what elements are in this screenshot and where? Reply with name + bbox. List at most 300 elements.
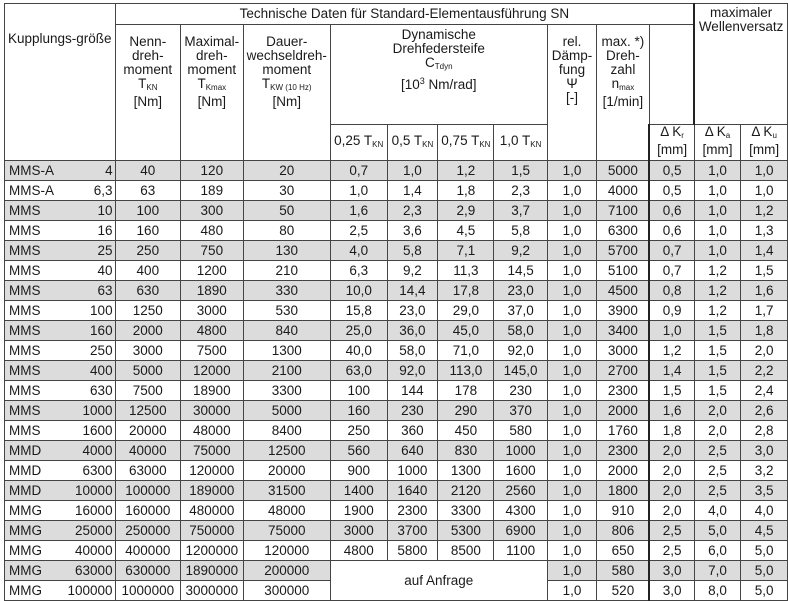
coupling-size-number: 40000 [75,542,113,558]
data-cell: 300000 [243,581,330,601]
data-cell: 1,0 [547,281,597,301]
data-cell: 63,0 [330,361,387,381]
data-cell: 4800 [330,541,387,561]
data-cell: 1,0 [547,581,597,601]
data-cell: 1,0 [547,181,597,201]
table-row [5,521,788,541]
data-cell: 17,8 [438,281,494,301]
data-cell: 1400 [330,481,387,501]
coupling-size-cell [5,541,116,561]
data-cell: 1,0 [649,321,694,341]
data-cell: 1,5 [741,261,788,281]
header-offset-angular: Δ $K_u$ [mm] [741,125,788,161]
data-cell: 1300 [438,461,494,481]
data-cell: 4,0 [741,501,788,521]
data-cell: 3700 [387,521,438,541]
header-max-shaft-offset: maximaler Wellenversatz [694,4,787,125]
data-cell: 3400 [597,321,650,341]
data-cell: 63 [115,181,180,201]
data-cell: 2300 [387,501,438,521]
coupling-type: MMG [9,582,42,598]
data-cell: 370 [494,401,547,421]
data-cell: 5800 [387,541,438,561]
coupling-size-cell [5,441,116,461]
data-cell: 2,5 [649,521,694,541]
data-cell: 1,0 [547,341,597,361]
data-cell: 120 [181,161,244,181]
data-cell: 400000 [115,541,180,561]
data-cell: 250000 [115,521,180,541]
data-cell: 5000 [597,161,650,181]
data-cell: 1100 [494,541,547,561]
data-cell: 12000 [181,361,244,381]
data-cell: 1,0 [694,241,741,261]
coupling-size-cell [5,281,116,301]
coupling-size-number: 6,3 [93,182,113,198]
header-damping: rel. Dämp- fung Ψ [-] [547,25,597,161]
data-cell: 7,0 [694,561,741,581]
coupling-type: MMS [9,362,41,378]
data-cell: 1,4 [387,181,438,201]
data-cell: 9,2 [494,241,547,261]
technical-data-table [4,3,788,601]
data-cell: 5300 [438,521,494,541]
data-cell: 14,5 [494,261,547,281]
coupling-size-number: 100000 [67,582,113,598]
data-cell: 1760 [597,421,650,441]
data-cell: 1,0 [547,541,597,561]
data-cell: 5,8 [387,241,438,261]
data-cell: 1,2 [741,201,788,221]
table-row [5,341,788,361]
data-cell: 830 [438,441,494,461]
data-cell: 210 [243,261,330,281]
data-cell: 8,0 [694,581,741,601]
data-cell: 80 [243,221,330,241]
table-row [5,541,788,561]
data-cell: 750 [181,241,244,261]
data-cell: 7,1 [438,241,494,261]
data-cell: 58,0 [387,341,438,361]
table-row [5,201,788,221]
data-cell: 1,0 [547,421,597,441]
table-row [5,241,788,261]
data-cell: 530 [243,301,330,321]
data-cell: 560 [330,441,387,461]
data-cell: 0,8 [649,281,694,301]
data-cell: 1,4 [741,241,788,261]
data-cell: 640 [387,441,438,461]
header-coupling-size: Kupplungs-größe [5,4,116,161]
data-cell: 48000 [243,501,330,521]
data-cell: 2,0 [694,421,741,441]
data-cell: 40000 [115,441,180,461]
data-cell: 2,8 [741,421,788,441]
coupling-size-cell [5,161,116,181]
data-cell: 3300 [243,381,330,401]
data-cell: 5,0 [741,581,788,601]
header-nominal-torque: Nenn- dreh- moment $T_{KN}$ [Nm] [115,25,180,161]
table-row [5,181,788,201]
data-cell: 20 [243,161,330,181]
data-cell: 12500 [243,441,330,461]
data-cell: 1,0 [547,321,597,341]
data-cell: 1,5 [694,321,741,341]
coupling-type: MMS-A [9,182,54,198]
header-max-torque: Maximal- dreh- moment $T_{Kmax}$ [Nm] [181,25,244,161]
table-row [5,261,788,281]
data-cell: 2300 [597,441,650,461]
coupling-size-cell [5,581,116,601]
coupling-size-number: 160 [90,322,113,338]
data-cell: 2,5 [694,461,741,481]
data-cell: 160 [115,221,180,241]
data-cell: 9,2 [387,261,438,281]
data-cell: 1,0 [694,221,741,241]
data-cell: 1,0 [547,401,597,421]
table-row [5,321,788,341]
data-cell: 160 [330,401,387,421]
coupling-size-cell [5,561,116,581]
data-cell: 2,4 [741,381,788,401]
data-cell: 1800 [597,481,650,501]
data-cell: 5,8 [494,221,547,241]
data-cell: 100000 [115,481,180,501]
data-cell: 36,0 [387,321,438,341]
coupling-size-number: 4 [105,162,113,178]
data-cell: 5,0 [741,561,788,581]
data-cell: 1,3 [741,221,788,241]
data-cell: 1600 [494,461,547,481]
data-cell: 1,0 [547,521,597,541]
data-cell: 450 [438,421,494,441]
data-cell: 1,7 [741,301,788,321]
data-cell: 580 [494,421,547,441]
data-cell: 520 [597,581,650,601]
data-cell: 1,5 [494,161,547,181]
data-cell: 1,0 [694,201,741,221]
data-cell: 30000 [181,401,244,421]
data-cell: 2,3 [387,201,438,221]
data-cell: 3,5 [741,481,788,501]
data-cell: 20000 [243,461,330,481]
data-cell: 75000 [243,521,330,541]
data-cell: 6300 [597,221,650,241]
data-cell: 2000 [597,401,650,421]
coupling-size-number: 16000 [75,502,113,518]
data-cell: 92,0 [387,361,438,381]
table-row [5,281,788,301]
data-cell: 3,0 [741,441,788,461]
data-cell: 2,6 [741,401,788,421]
data-cell: 5100 [597,261,650,281]
data-cell: 0,7 [649,241,694,261]
data-cell: 580 [597,561,650,581]
data-cell: 1200000 [181,541,244,561]
table-row [5,301,788,321]
data-cell: 30 [243,181,330,201]
coupling-size-number: 1000 [82,402,113,418]
coupling-type: MMD [9,462,42,478]
coupling-size-number: 63 [97,282,113,298]
data-cell: 230 [494,381,547,401]
data-cell: 4,0 [694,501,741,521]
data-cell: 29,0 [438,301,494,321]
data-cell: 113,0 [438,361,494,381]
coupling-size-number: 16 [97,222,113,238]
data-cell: 840 [243,321,330,341]
data-cell: 189 [181,181,244,201]
data-cell: 1,0 [694,181,741,201]
coupling-type: MMG [9,502,42,518]
data-cell: 4500 [597,281,650,301]
table-row [5,561,788,581]
data-cell: 1,5 [694,341,741,361]
coupling-size-cell [5,481,116,501]
coupling-type: MMD [9,482,42,498]
data-cell: 2,3 [494,181,547,201]
data-cell: 48000 [181,421,244,441]
coupling-size-number: 250 [90,342,113,358]
coupling-size-cell [5,401,116,421]
data-cell: 23,0 [387,301,438,321]
header-offset-axial: Δ $K_a$ [mm] [694,125,741,161]
data-cell: 5000 [243,401,330,421]
data-cell: 4,0 [330,241,387,261]
data-cell: 0,5 [649,181,694,201]
data-cell: 1,0 [330,181,387,201]
data-cell: 0,6 [649,201,694,221]
data-cell: 1,6 [330,201,387,221]
data-cell: 1,2 [649,341,694,361]
data-cell: 2,0 [649,501,694,521]
data-cell: 1,0 [387,161,438,181]
data-cell: 1000 [494,441,547,461]
data-cell: 2,5 [694,441,741,461]
data-cell: 7500 [115,381,180,401]
data-cell: 3900 [597,301,650,321]
header-offset-radial: Δ $K_r$ [mm] [649,125,694,161]
data-cell: 18900 [181,381,244,401]
data-cell: 1,2 [694,281,741,301]
header-dyn-sub: 0,5 $T_{KN}$ [387,125,438,161]
coupling-size-number: 25000 [75,522,113,538]
data-cell: 630000 [115,561,180,581]
data-cell: 58,0 [494,321,547,341]
data-cell: 200000 [243,561,330,581]
data-cell: 4000 [597,181,650,201]
data-cell: 3,0 [649,581,694,601]
data-cell: 2100 [243,361,330,381]
coupling-type: MMS [9,302,41,318]
header-dynamic-stiffness: Dynamische Drehfedersteife $C_{Tdyn}$ [$10^3$ Nm/rad] [330,25,547,125]
data-cell: 2000 [115,321,180,341]
data-cell: 1,0 [547,161,597,181]
data-cell: 1,4 [649,361,694,381]
data-cell: 1900 [330,501,387,521]
data-cell: 1,8 [438,181,494,201]
data-cell: 1640 [387,481,438,501]
data-cell: 1,2 [694,301,741,321]
coupling-size-cell [5,301,116,321]
coupling-type: MMS [9,282,41,298]
data-cell: 0,7 [649,261,694,281]
data-cell: 2700 [597,361,650,381]
data-cell: 1,6 [741,281,788,301]
data-cell: 900 [330,461,387,481]
data-cell: 1,8 [649,421,694,441]
data-cell: 3000 [181,301,244,321]
data-cell: 5,0 [741,541,788,561]
data-cell: 37,0 [494,301,547,321]
header-dyn-sub: 0,75 $T_{KN}$ [438,125,494,161]
table-row [5,221,788,241]
data-cell: 2,0 [649,441,694,461]
data-cell: 480 [181,221,244,241]
coupling-type: MMS [9,382,41,398]
data-cell: 1,0 [547,241,597,261]
coupling-type: MMS [9,342,41,358]
coupling-size-cell [5,381,116,401]
data-cell: 5000 [115,361,180,381]
coupling-size-number: 4000 [82,442,113,458]
data-cell: 1,2 [694,261,741,281]
table-row [5,361,788,381]
data-cell: 25,0 [330,321,387,341]
coupling-size-number: 100 [90,302,113,318]
data-cell: 0,9 [649,301,694,321]
data-cell: 1000 [387,461,438,481]
data-cell: 6,3 [330,261,387,281]
coupling-type: MMD [9,442,42,458]
coupling-size-cell [5,241,116,261]
data-cell: 3000 [115,341,180,361]
data-cell: 2,5 [694,481,741,501]
coupling-type: MMS-A [9,162,54,178]
data-cell: 1,0 [547,441,597,461]
data-cell: 1,0 [547,361,597,381]
data-cell: 0,6 [649,221,694,241]
data-cell: 100 [115,201,180,221]
coupling-size-number: 40 [97,262,113,278]
coupling-size-number: 10000 [75,482,113,498]
data-cell: 14,4 [387,281,438,301]
data-cell: 2,0 [649,481,694,501]
data-cell: 1,0 [547,201,597,221]
header-dyn-sub: 1,0 $T_{KN}$ [494,125,547,161]
data-cell: 2,0 [694,401,741,421]
data-cell: 1,6 [649,401,694,421]
data-cell: 1890 [181,281,244,301]
data-cell: 8500 [438,541,494,561]
data-cell: 2,0 [649,461,694,481]
data-cell: 480000 [181,501,244,521]
table-body [5,161,788,601]
data-cell: 1,0 [547,261,597,281]
data-cell: 3000 [330,521,387,541]
data-cell: 1300 [243,341,330,361]
data-cell: 230 [387,401,438,421]
coupling-size-number: 400 [90,362,113,378]
coupling-size-cell [5,421,116,441]
data-cell: 45,0 [438,321,494,341]
coupling-size-number: 63000 [75,562,113,578]
data-cell: 130 [243,241,330,261]
data-cell: 1,2 [438,161,494,181]
data-cell: 20000 [115,421,180,441]
data-cell: 2000 [597,461,650,481]
data-cell: 400 [115,261,180,281]
coupling-type: MMS [9,222,41,238]
data-cell: 250 [330,421,387,441]
data-cell: 10,0 [330,281,387,301]
data-cell: 63000 [115,461,180,481]
data-cell: 250 [115,241,180,261]
data-cell: 1,5 [649,381,694,401]
table-row [5,461,788,481]
data-cell: 120000 [243,541,330,561]
coupling-type: MMS [9,262,41,278]
data-cell: 1,0 [694,161,741,181]
coupling-size-number: 630 [90,382,113,398]
coupling-type: MMG [9,522,42,538]
data-cell: 40,0 [330,341,387,361]
coupling-size-cell [5,521,116,541]
coupling-size-cell [5,221,116,241]
data-cell: 178 [438,381,494,401]
header-dyn-sub: 0,25 $T_{KN}$ [330,125,387,161]
data-cell: 1,5 [694,361,741,381]
data-cell: 1,0 [547,221,597,241]
data-cell: 2,0 [741,341,788,361]
coupling-size-cell [5,361,116,381]
coupling-size-cell [5,501,116,521]
coupling-type: MMS [9,422,41,438]
data-cell: 3,0 [649,561,694,581]
data-cell: 1,0 [547,461,597,481]
table-row [5,441,788,461]
coupling-type: MMG [9,542,42,558]
coupling-size-number: 1600 [82,422,113,438]
coupling-size-number: 10 [97,202,113,218]
data-cell: 5,0 [694,521,741,541]
table-row [5,481,788,501]
data-cell: 12500 [115,401,180,421]
data-cell: 1,0 [547,381,597,401]
table-row [5,501,788,521]
data-cell: 2300 [597,381,650,401]
data-cell: 2,5 [330,221,387,241]
table-row [5,401,788,421]
data-cell: 806 [597,521,650,541]
data-cell: 160000 [115,501,180,521]
data-cell: 100 [330,381,387,401]
data-cell: 3000 [597,341,650,361]
table-row [5,421,788,441]
data-cell: 910 [597,501,650,521]
data-cell: 6900 [494,521,547,541]
data-cell: 11,3 [438,261,494,281]
data-cell: 290 [438,401,494,421]
data-cell: 4,5 [741,521,788,541]
data-cell: 0,7 [330,161,387,181]
data-cell: 92,0 [494,341,547,361]
data-cell: 7500 [181,341,244,361]
coupling-type: MMS [9,322,41,338]
data-cell: 4800 [181,321,244,341]
data-cell: 0,5 [649,161,694,181]
data-cell: 6,0 [694,541,741,561]
